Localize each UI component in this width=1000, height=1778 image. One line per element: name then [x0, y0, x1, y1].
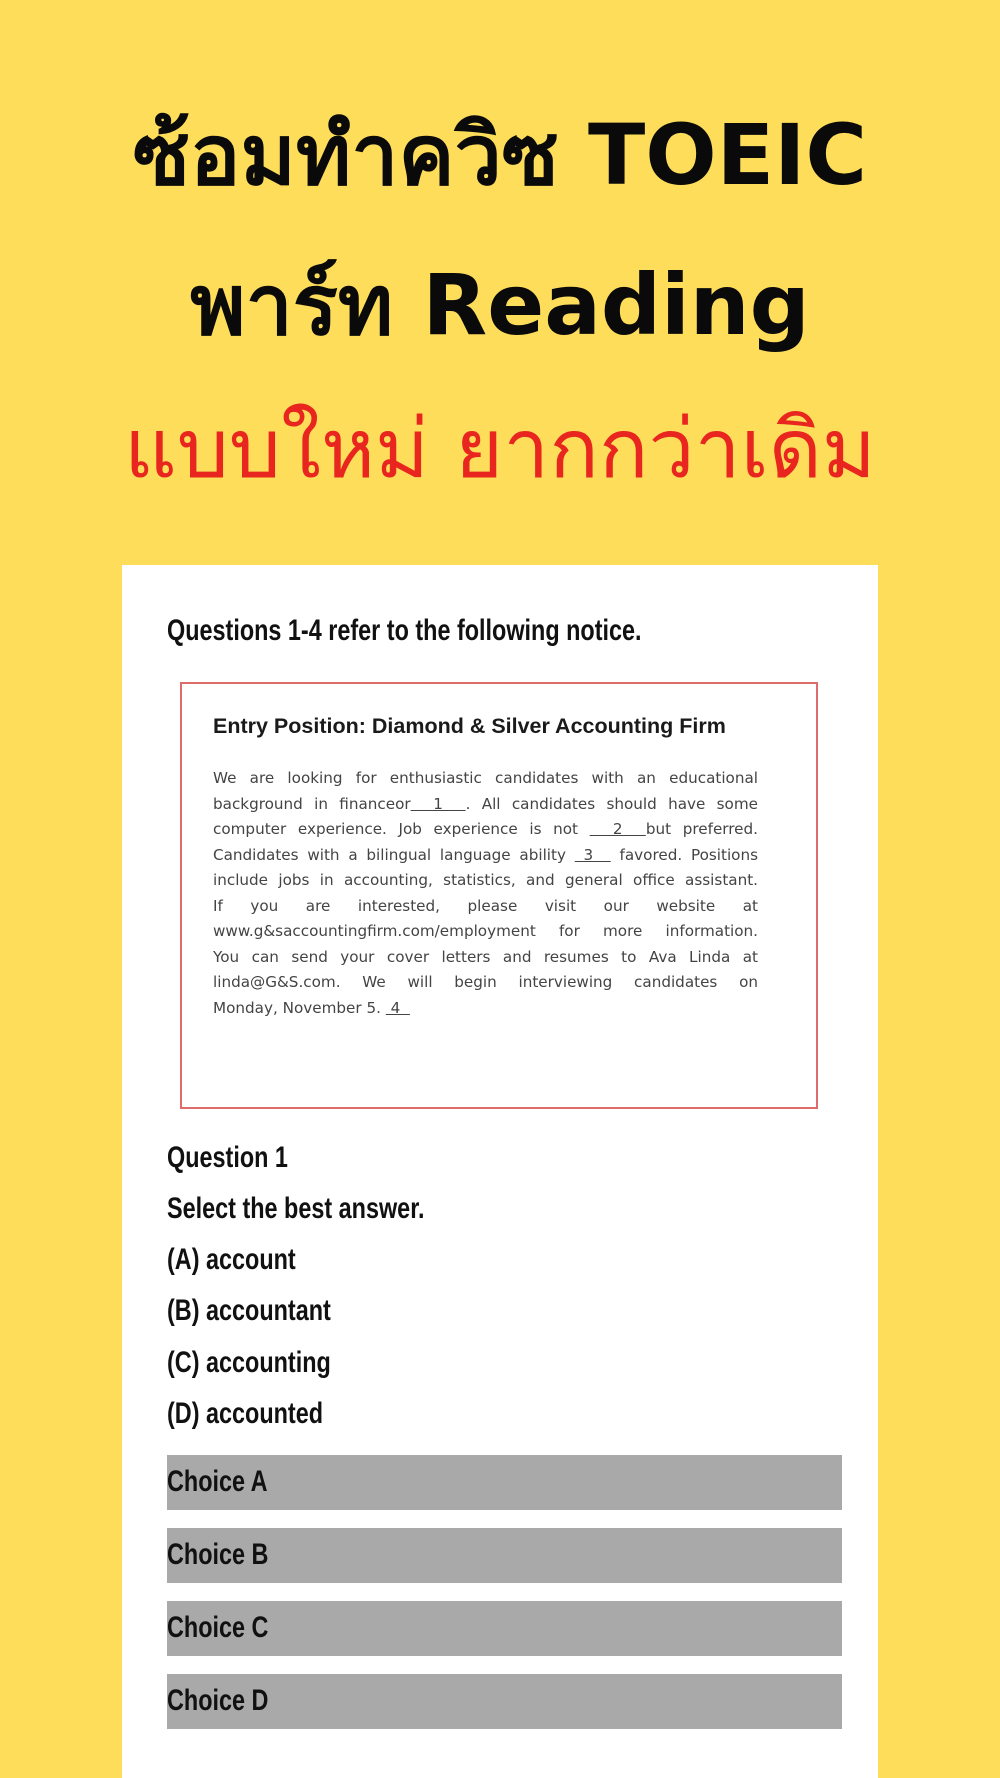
notice-line: include jobs in accounting, statistics, and general office assistant.	[213, 871, 758, 889]
notice-title: Entry Position: Diamond & Silver Accounting Firm	[213, 714, 726, 738]
headline-line-2: พาร์ท Reading	[190, 256, 810, 354]
notice-body	[213, 766, 758, 1021]
option-b: (B) accountant	[167, 1294, 331, 1327]
notice-line: You can send your cover letters and resumes to Ava Linda at	[213, 947, 758, 966]
choice-b-label: Choice B	[167, 1538, 269, 1571]
option-c: (C) accounting	[167, 1346, 331, 1379]
notice-line: We are looking for enthusiastic candidates with an educational	[213, 769, 758, 787]
option-d: (D) accounted	[167, 1397, 324, 1430]
option-a: (A) account	[167, 1243, 296, 1276]
question-instruction: Select the best answer.	[167, 1192, 425, 1225]
blank-2: 2	[589, 820, 646, 838]
headline-line-3: แบบใหม่ ยากกว่าเดิม	[124, 402, 876, 497]
choice-c-label: Choice C	[167, 1611, 269, 1644]
notice-line: If you are interested, please visit our website at	[213, 896, 758, 915]
blank-4: 4	[385, 998, 410, 1017]
quiz-card	[122, 565, 878, 1778]
notice-line: background in financeor 1 . All candidates should have some	[213, 794, 758, 813]
blank-1: 1	[410, 794, 466, 813]
choice-a-label: Choice A	[167, 1465, 268, 1498]
passage-intro: Questions 1-4 refer to the following notice.	[167, 614, 642, 647]
choice-d-label: Choice D	[167, 1684, 269, 1717]
choice-a-button[interactable]	[167, 1455, 842, 1510]
notice-line: Candidates with a bilingual language ability 3 favored. Positions	[213, 845, 758, 864]
choice-c-button[interactable]	[167, 1601, 842, 1656]
choice-b-button[interactable]	[167, 1528, 842, 1583]
notice-line: computer experience. Job experience is not 2 but preferred.	[213, 820, 758, 838]
headline-line-1: ซ้อมทำควิซ TOEIC	[133, 106, 867, 204]
blank-3: 3	[574, 845, 611, 864]
choice-d-button[interactable]	[167, 1674, 842, 1729]
notice-line: linda@G&S.com. We will begin interviewing candidates on	[213, 973, 758, 991]
question-title: Question 1	[167, 1141, 288, 1174]
notice-box	[180, 682, 818, 1109]
notice-line: www.g&saccountingfirm.com/employment for more information.	[213, 922, 758, 940]
notice-line: Monday, November 5. 4	[213, 998, 410, 1017]
